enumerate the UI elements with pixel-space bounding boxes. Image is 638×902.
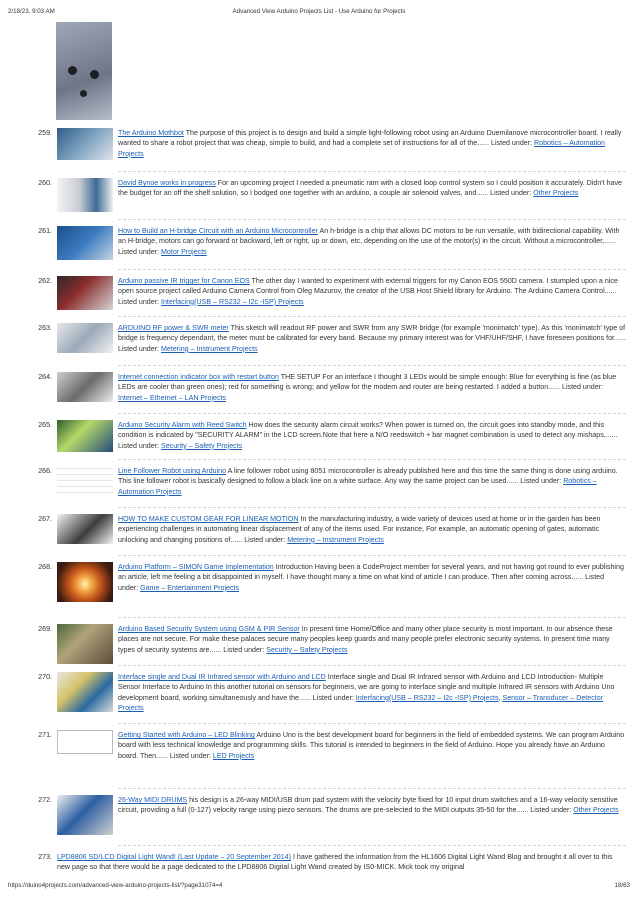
entry-divider [118,665,626,666]
category-link[interactable]: Sensor – Transducer – Detector Projects [118,693,604,713]
page-url: https://duino4projects.com/advanced-view-arduino-projects-list/?page31074=4 [8,882,223,889]
page-title: Advanced View Arduino Projects List - Use Arduino for Projects [232,8,406,15]
mothbot-top-image [56,22,112,120]
project-thumbnail[interactable] [57,624,113,664]
category-link[interactable]: Interfacing(USB – RS232 – I2c -ISP) Projects [161,297,304,306]
category-link[interactable]: LED Projects [212,751,255,760]
project-description: This sketch will readout RF power and SWR from any SWR bridge (for example 'monimatch' type). As this 'monimatch' type of bridge is frequency dependant, the meter must be calibrated for every band. Because my primary interest was for VHF/UHF/SHF, I have foreseen positions for...... Listed under: [118,324,626,353]
item-text [118,420,626,451]
item-number: 270. [38,673,52,681]
item-number: 269. [38,625,52,633]
category-link[interactable]: Motor Projects [161,247,207,256]
project-thumbnail[interactable] [57,466,113,498]
project-title-link[interactable]: Internet connection indicator box with restart button [118,373,279,381]
item-number: 265. [38,421,52,429]
project-thumbnail[interactable] [57,276,113,310]
print-datetime: 2/18/23, 9:03 AM [8,8,55,15]
project-title-link[interactable]: The Arduino Mothbot [118,129,184,137]
page-number: 18/63 [614,882,630,889]
project-description: Arduino Uno is the best development board for beginners in the field of embedded systems. We can program Arduino board with less technical knowledge and programming skills. This tutorial is intended to beginners in the field of Arduino. Hope you already have an Arduino board. Then...... Listed under: [118,731,625,760]
item-number: 263. [38,324,52,332]
project-thumbnail[interactable] [57,226,113,260]
project-title-link[interactable]: Line Follower Robot using Arduino [118,467,227,475]
category-link[interactable]: Internet – Ethernet – LAN Projects [118,393,227,402]
item-number: 267. [38,515,52,523]
item-text [118,624,626,655]
category-link[interactable]: Security – Safety Projects [161,441,243,450]
project-title-link[interactable]: Getting Started with Arduino – LED Blinking [118,731,255,739]
entry-divider [118,413,626,414]
project-title-link[interactable]: Arduino Based Security System using GSM & PIR Sensor [118,625,300,633]
item-number: 264. [38,373,52,381]
project-thumbnail[interactable] [57,128,113,160]
project-description: Introduction Having been a CodeProject member for several years, and not having got round to ever publishing an article, left me feeling a bit disappointed in myself. I have thought many a time on what kind of article I can produce. Then after coming across...... Listed under: [118,563,624,592]
item-text [118,372,626,403]
entry-divider [118,171,626,172]
project-description: An h-bridge is a chip that allows DC motors to be run versatile, with bidirectional capability. With an H-bridge, motors can go forward or backward, left or right, up or down, etc, depending on the use of the motor(s) in the circuit. Without a microcontroller,...... Listed under: [118,227,620,256]
category-link[interactable]: Other Projects [573,806,619,815]
project-thumbnail[interactable] [57,420,113,452]
entry-divider [118,845,626,846]
project-thumbnail[interactable] [57,514,113,544]
entry-divider [118,219,626,220]
project-description: In the manufacturing industry, a wide variety of devices used at home or in the garden has been experiencing challenges in automating linear displacement of any of the items used. For instance, For example, an automatic opening of gates, automatic unlocking and changing positions of...... Listed under: [118,515,601,544]
item-number: 259. [38,129,52,137]
project-title-link[interactable]: HOW TO MAKE CUSTOM GEAR FOR LINEAR MOTION [118,515,299,523]
entry-divider [118,365,626,366]
item-text [118,323,626,354]
item-text [118,226,626,257]
item-text [118,795,626,816]
project-thumbnail[interactable] [57,562,113,602]
entry-divider [118,459,626,460]
project-title-link[interactable]: David Bynoe works in progress [118,179,216,187]
project-title-link[interactable]: How to Build an H-bridge Circuit with an Arduino Microcontroller [118,227,318,235]
project-thumbnail[interactable] [57,730,113,754]
project-description: his design is a 26-way MIDI/USB drum pad system with the velocity byte fixed for 10 input drum switches and a 16-way velocity sensitive circuit, providing a full (0-127) velocity range using piezo sensors. The drums are pre-selected to the MIDI outputs 35-50 for the...... Listed under: [118,796,618,815]
item-number: 268. [38,563,52,571]
item-text [118,276,626,307]
item-text [118,562,626,593]
project-thumbnail[interactable] [57,178,113,212]
project-description: How does the security alarm circuit works? When power is turned on, the circuit goes into standby mode, and this condition is indicated by "SECURITY ALARM" in the LCD screen.Note that here a N/O reedswitch + bar magnet combination is used to detect any mishaps,...... Listed under: [118,421,618,450]
project-title-link[interactable]: Arduino Security Alarm with Reed Switch [118,421,247,429]
project-title-link[interactable]: Interface single and Dual IR Infrared sensor with Arduino and LCD [118,673,326,681]
project-description: A line follower robot using 8051 microcontroller is already published here and this time the same thing is done using arduino. This line follower robot is basically designed to follow a black line on a white surface. Any way the same project can be used...... Listed under: [118,467,618,486]
project-thumbnail[interactable] [57,795,113,835]
item-number: 262. [38,277,52,285]
category-link[interactable]: Other Projects [533,189,579,198]
item-text [118,672,626,714]
category-link[interactable]: Security – Safety Projects [266,645,348,654]
item-text [118,178,626,199]
entry-divider [118,788,626,789]
project-title-link[interactable]: Arduino passive IR trigger for Canon EOS [118,277,250,285]
category-separator: , [498,693,503,702]
entry-divider [118,723,626,724]
print-footer [8,882,630,894]
entry-divider [118,316,626,317]
project-title-link[interactable]: Arduino Platform – SIMON Game Implementation [118,563,274,571]
project-thumbnail[interactable] [57,672,113,712]
project-description: I have gathered the information from the HL1606 Digital Light Wand Blog and brought it all over to this new page so that there would be a page dedicated to the LPD8806 Digital Light Wand created by IS0-MICK. Mick took my original [57,853,613,872]
item-text [118,128,626,159]
category-link[interactable]: Game – Entertainment Projects [140,583,240,592]
item-number: 273. [38,853,52,861]
item-text [118,514,626,545]
category-link[interactable]: Metering – Instrument Projects [287,535,384,544]
project-title-link[interactable]: 26-Way MIDI DRUMS [118,796,188,804]
project-title-link[interactable]: ARDUINO RF power & SWR meter [118,324,229,332]
item-number: 272. [38,796,52,804]
category-link[interactable]: Robotics – Automation Projects [118,477,597,496]
category-link[interactable]: Robotics – Automation Projects [118,139,605,158]
project-thumbnail[interactable] [57,372,113,402]
print-header [8,8,630,20]
project-description: Interface single and Dual IR Infrared sensor with Arduino and LCD Introduction- Multiple Sensor Interface to Arduino In this another tutorial on sensors for beginners, we are going to interface single and multiple Infrared IR sensors with Arduino Uno development board, working simultaneously and have the...... Listed under: [118,673,615,702]
entry-divider [118,507,626,508]
category-link[interactable]: Interfacing(USB – RS232 – I2c -ISP) Projects [355,693,499,702]
item-number: 266. [38,467,52,475]
project-description: THE SETUP For an interface I thought 3 LEDs would be simple enough: Blue for everything is fine (as blue LEDs are cooler than green ones); red for something is wrong; and yellow for the modem and router are being restarted. I added a button...... Listed under: [118,373,617,392]
category-link[interactable]: Metering – Instrument Projects [161,344,258,353]
project-description: The other day I wanted to experiment with external triggers for my Canon EOS 550D camera. I stumpled upon a nice open source project called Arduino Camera Control from Oleg Mazurov, the creator of the USB Host Shield library for Arduino. The Arduino Camera Control...... Listed under: [118,277,618,306]
project-title-link[interactable]: LPD8806 SD/LCD Digital Light Wand! (Last Update – 20 September 2014) [57,853,291,861]
item-number: 261. [38,227,52,235]
entry-divider [118,617,626,618]
entry-divider [118,269,626,270]
project-description: For an upcoming project I needed a pneumatic ram with a closed loop control system so I could position it accurately. Didn't have the budget for an off the shelf solution, so I bodged one together with an arduino, a couple air solenoid valves, and...... Listed under: [118,179,622,198]
item-number: 260. [38,179,52,187]
project-thumbnail[interactable] [57,323,113,353]
item-number: 271. [38,731,52,739]
item-text [57,852,626,873]
item-text [118,730,626,761]
project-description: In present time Home/Office and many other place security is most important. In our absence these places are not secure. For make these palaces secure many peoples keep guards and many people prefer electronic security systems. In present time many types of security systems are...... Listed under: [118,625,613,654]
project-description: The purpose of this project is to design and build a simple light-following robot using an Arduino Duemilanove microcontroller board. I really wanted to share a robot project that was cheap, simple to build, and had a complete set of instructions for all of the...... Listed under: [118,129,622,148]
item-text [118,466,626,497]
entry-divider [118,555,626,556]
